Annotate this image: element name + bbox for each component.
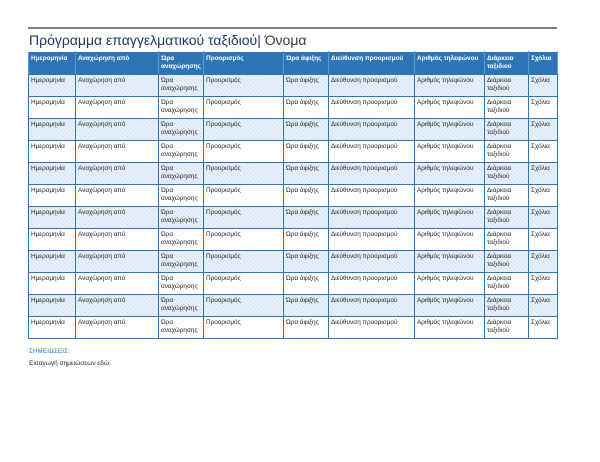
table-cell[interactable]: Σχόλια	[529, 163, 558, 185]
table-cell[interactable]: Ώρα αναχώρησης	[159, 141, 204, 163]
table-cell[interactable]: Διάρκεια ταξιδιού	[485, 141, 529, 163]
table-cell[interactable]: Προορισμός	[204, 273, 284, 295]
table-cell[interactable]: Αναχώρηση από	[76, 295, 159, 317]
table-cell[interactable]: Ώρα άφιξης	[284, 185, 329, 207]
title-rule	[28, 27, 557, 29]
table-cell[interactable]: Σχόλια	[529, 97, 558, 119]
table-cell[interactable]: Προορισμός	[204, 207, 284, 229]
table-cell[interactable]: Αριθμός τηλεφώνου	[415, 207, 485, 229]
table-cell[interactable]: Ώρα άφιξης	[284, 207, 329, 229]
table-row	[29, 251, 558, 273]
travel-itinerary-page	[28, 27, 557, 368]
column-header: Ημερομηνία	[29, 52, 76, 75]
table-cell[interactable]: Ημερομηνία	[29, 75, 76, 97]
table-cell[interactable]: Διάρκεια ταξιδιού	[485, 163, 529, 185]
table-cell[interactable]: Διεύθυνση προορισμού	[329, 185, 415, 207]
page-title[interactable]	[29, 32, 557, 49]
table-cell[interactable]: Προορισμός	[204, 119, 284, 141]
table-cell[interactable]: Προορισμός	[204, 97, 284, 119]
table-cell[interactable]: Αναχώρηση από	[76, 273, 159, 295]
table-cell[interactable]: Προορισμός	[204, 317, 284, 339]
table-cell[interactable]: Ημερομηνία	[29, 229, 76, 251]
table-cell[interactable]: Σχόλια	[529, 119, 558, 141]
column-header: Προορισμός	[204, 52, 284, 75]
table-cell[interactable]: Ημερομηνία	[29, 97, 76, 119]
table-cell[interactable]: Αριθμός τηλεφώνου	[415, 251, 485, 273]
table-cell[interactable]: Ώρα αναχώρησης	[159, 119, 204, 141]
table-cell[interactable]: Αριθμός τηλεφώνου	[415, 317, 485, 339]
table-cell[interactable]: Διάρκεια ταξιδιού	[485, 317, 529, 339]
table-cell[interactable]: Ώρα άφιξης	[284, 295, 329, 317]
document-title[interactable]: Πρόγραμμα επαγγελματικού ταξιδιού	[29, 32, 258, 48]
table-cell[interactable]: Αριθμός τηλεφώνου	[415, 273, 485, 295]
table-cell[interactable]: Προορισμός	[204, 163, 284, 185]
table-cell[interactable]: Ημερομηνία	[29, 185, 76, 207]
table-cell[interactable]: Αναχώρηση από	[76, 229, 159, 251]
table-cell[interactable]: Ώρα άφιξης	[284, 251, 329, 273]
table-cell[interactable]: Διεύθυνση προορισμού	[329, 97, 415, 119]
table-cell[interactable]: Ώρα αναχώρησης	[159, 295, 204, 317]
table-cell[interactable]: Σχόλια	[529, 185, 558, 207]
table-cell[interactable]: Ώρα άφιξης	[284, 119, 329, 141]
table-cell[interactable]: Διάρκεια ταξιδιού	[485, 75, 529, 97]
table-cell[interactable]: Ώρα άφιξης	[284, 97, 329, 119]
table-cell[interactable]: Ώρα άφιξης	[284, 163, 329, 185]
table-cell[interactable]: Αναχώρηση από	[76, 141, 159, 163]
column-header: Διάρκεια ταξιδιού	[485, 52, 529, 75]
table-cell[interactable]: Σχόλια	[529, 75, 558, 97]
table-body	[29, 75, 558, 339]
table-row	[29, 317, 558, 339]
table-cell[interactable]: Ημερομηνία	[29, 119, 76, 141]
notes-text[interactable]: Εισαγωγή σημειώσεων εδώ	[29, 360, 109, 367]
table-cell[interactable]: Αριθμός τηλεφώνου	[415, 119, 485, 141]
table-cell[interactable]: Σχόλια	[529, 317, 558, 339]
table-cell[interactable]: Αριθμός τηλεφώνου	[415, 97, 485, 119]
table-cell[interactable]: Διάρκεια ταξιδιού	[485, 295, 529, 317]
table-cell[interactable]: Διεύθυνση προορισμού	[329, 251, 415, 273]
table-row	[29, 229, 558, 251]
table-cell[interactable]: Διεύθυνση προορισμού	[329, 75, 415, 97]
table-cell[interactable]: Διεύθυνση προορισμού	[329, 229, 415, 251]
table-cell[interactable]: Αριθμός τηλεφώνου	[415, 185, 485, 207]
table-cell[interactable]: Σχόλια	[529, 207, 558, 229]
table-row	[29, 185, 558, 207]
table-cell[interactable]: Ώρα αναχώρησης	[159, 163, 204, 185]
table-cell[interactable]: Ημερομηνία	[29, 273, 76, 295]
table-row	[29, 97, 558, 119]
column-header: Σχόλια	[529, 52, 558, 75]
notes-section	[29, 348, 557, 368]
table-cell[interactable]: Σχόλια	[529, 295, 558, 317]
table-cell[interactable]: Ώρα αναχώρησης	[159, 185, 204, 207]
table-cell[interactable]: Διάρκεια ταξιδιού	[485, 251, 529, 273]
column-header: Ώρα άφιξης	[284, 52, 329, 75]
table-cell[interactable]: Ημερομηνία	[29, 317, 76, 339]
table-cell[interactable]: Αναχώρηση από	[76, 163, 159, 185]
table-cell[interactable]: Ημερομηνία	[29, 141, 76, 163]
table-cell[interactable]: Ώρα άφιξης	[284, 317, 329, 339]
table-cell[interactable]: Αναχώρηση από	[76, 97, 159, 119]
table-cell[interactable]: Αριθμός τηλεφώνου	[415, 163, 485, 185]
name-placeholder[interactable]: Όνομα	[264, 32, 307, 48]
itinerary-table	[28, 51, 558, 339]
table-cell[interactable]: Προορισμός	[204, 229, 284, 251]
table-cell[interactable]: Διεύθυνση προορισμού	[329, 207, 415, 229]
table-cell[interactable]: Αναχώρηση από	[76, 251, 159, 273]
table-cell[interactable]: Ώρα αναχώρησης	[159, 75, 204, 97]
table-cell[interactable]: Αναχώρηση από	[76, 75, 159, 97]
table-cell[interactable]: Ώρα αναχώρησης	[159, 317, 204, 339]
table-cell[interactable]: Ώρα αναχώρησης	[159, 97, 204, 119]
table-cell[interactable]: Ώρα αναχώρησης	[159, 229, 204, 251]
table-cell[interactable]: Αριθμός τηλεφώνου	[415, 141, 485, 163]
table-row	[29, 207, 558, 229]
table-row	[29, 295, 558, 317]
table-cell[interactable]: Αναχώρηση από	[76, 207, 159, 229]
table-cell[interactable]: Διεύθυνση προορισμού	[329, 273, 415, 295]
table-cell[interactable]: Διάρκεια ταξιδιού	[485, 273, 529, 295]
table-cell[interactable]: Ημερομηνία	[29, 251, 76, 273]
column-header: Διεύθυνση προορισμού	[329, 52, 415, 75]
table-cell[interactable]: Διάρκεια ταξιδιού	[485, 229, 529, 251]
table-cell[interactable]: Ώρα άφιξης	[284, 273, 329, 295]
table-cell[interactable]: Ώρα άφιξης	[284, 229, 329, 251]
table-cell[interactable]: Αριθμός τηλεφώνου	[415, 229, 485, 251]
table-cell[interactable]: Διάρκεια ταξιδιού	[485, 97, 529, 119]
table-row	[29, 119, 558, 141]
table-cell[interactable]: Σχόλια	[529, 229, 558, 251]
table-cell[interactable]: Αναχώρηση από	[76, 317, 159, 339]
table-cell[interactable]: Προορισμός	[204, 185, 284, 207]
table-cell[interactable]: Προορισμός	[204, 75, 284, 97]
table-cell[interactable]: Σχόλια	[529, 141, 558, 163]
table-row	[29, 163, 558, 185]
table-cell[interactable]: Διεύθυνση προορισμού	[329, 141, 415, 163]
table-cell[interactable]: Διεύθυνση προορισμού	[329, 163, 415, 185]
column-header: Αναχώρηση από	[76, 52, 159, 75]
table-cell[interactable]: Ώρα άφιξης	[284, 141, 329, 163]
table-cell[interactable]: Διεύθυνση προορισμού	[329, 295, 415, 317]
table-cell[interactable]: Σχόλια	[529, 251, 558, 273]
table-cell[interactable]: Ώρα άφιξης	[284, 75, 329, 97]
table-row	[29, 273, 558, 295]
table-cell[interactable]: Διάρκεια ταξιδιού	[485, 207, 529, 229]
table-cell[interactable]: Ώρα αναχώρησης	[159, 207, 204, 229]
table-cell[interactable]: Διάρκεια ταξιδιού	[485, 119, 529, 141]
table-cell[interactable]: Διεύθυνση προορισμού	[329, 317, 415, 339]
column-header: Ώρα αναχώρησης	[159, 52, 204, 75]
table-cell[interactable]: Αναχώρηση από	[76, 185, 159, 207]
column-header: Αριθμός τηλεφώνου	[415, 52, 485, 75]
table-cell[interactable]: Ημερομηνία	[29, 207, 76, 229]
table-cell[interactable]: Ώρα αναχώρησης	[159, 251, 204, 273]
table-cell[interactable]: Διεύθυνση προορισμού	[329, 119, 415, 141]
table-row	[29, 75, 558, 97]
table-cell[interactable]: Αναχώρηση από	[76, 119, 159, 141]
table-cell[interactable]: Ώρα αναχώρησης	[159, 273, 204, 295]
notes-label: ΣΗΜΕΙΩΣΕΙΣ:	[29, 349, 71, 355]
table-cell[interactable]: Ημερομηνία	[29, 295, 76, 317]
table-cell[interactable]: Προορισμός	[204, 251, 284, 273]
table-cell[interactable]: Προορισμός	[204, 141, 284, 163]
table-row	[29, 141, 558, 163]
table-cell[interactable]: Προορισμός	[204, 295, 284, 317]
table-cell[interactable]: Σχόλια	[529, 273, 558, 295]
table-header-row	[29, 52, 558, 75]
table-cell[interactable]: Αριθμός τηλεφώνου	[415, 75, 485, 97]
table-cell[interactable]: Αριθμός τηλεφώνου	[415, 295, 485, 317]
title-separator: |	[257, 32, 261, 48]
table-cell[interactable]: Ημερομηνία	[29, 163, 76, 185]
table-cell[interactable]: Διάρκεια ταξιδιού	[485, 185, 529, 207]
